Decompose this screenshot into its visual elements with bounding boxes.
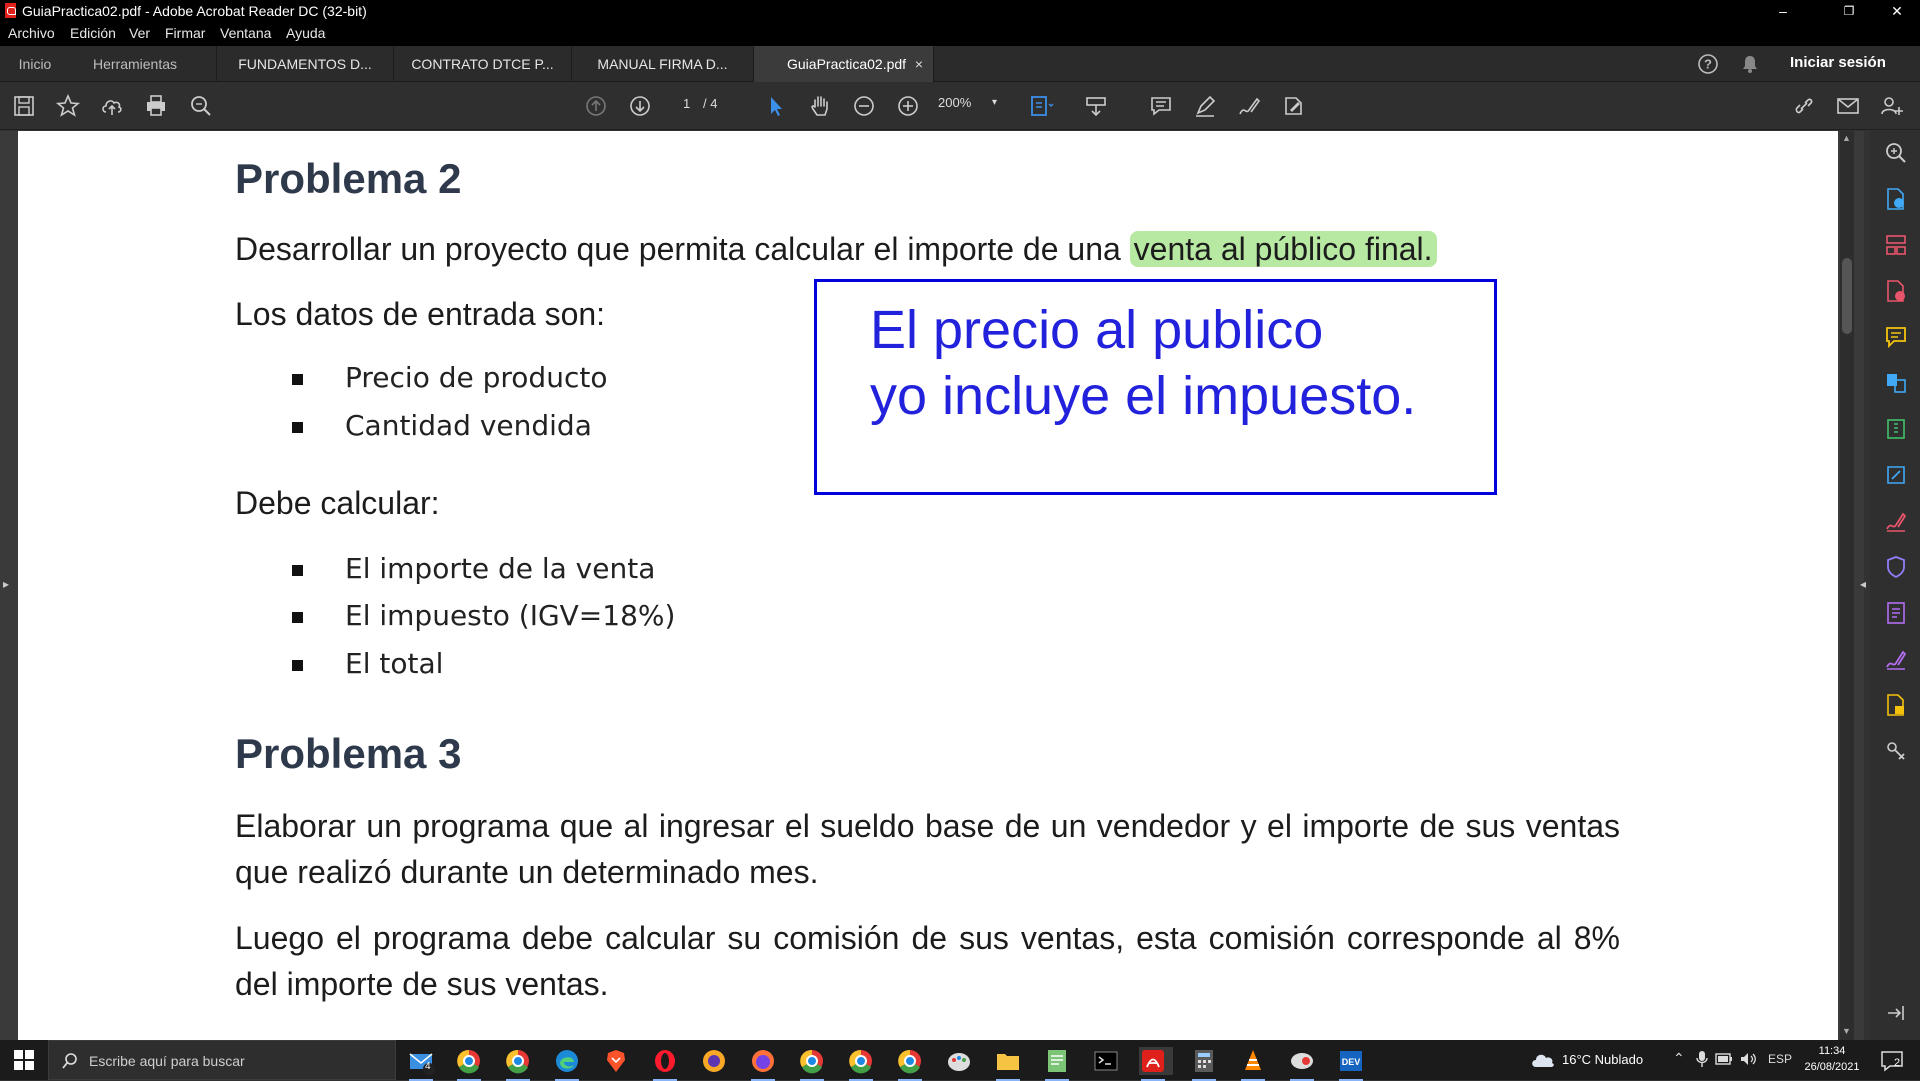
mail-app-icon[interactable] [407, 1047, 435, 1075]
tab-document-active[interactable] [754, 46, 934, 82]
select-cursor-icon[interactable] [763, 93, 789, 119]
chrome-profile-icon[interactable] [504, 1047, 532, 1075]
notepad-icon[interactable] [1043, 1047, 1071, 1075]
notification-center[interactable] [1880, 1050, 1904, 1072]
left-panel-toggle-icon[interactable]: ▸ [3, 577, 10, 591]
clock-date: 26/08/2021 [1804, 1061, 1860, 1073]
output-item: El importe de la venta [345, 552, 656, 585]
save-icon[interactable] [11, 93, 37, 119]
highlighted-text[interactable]: venta al público final. [1130, 231, 1437, 267]
problem-3-heading: Problema 3 [235, 730, 462, 777]
problem-3-paragraph-2: Luego el programa debe calcular su comisión de sus ventas, esta comisión corresponde al 8% del importe de sus ventas. [235, 920, 1620, 1002]
next-page-icon[interactable] [627, 93, 653, 119]
output-item: El impuesto (IGV=18%) [345, 599, 676, 632]
brave-icon[interactable] [602, 1047, 630, 1075]
search-placeholder: Escribe aquí para buscar [89, 1053, 245, 1069]
vertical-scrollbar[interactable] [1840, 131, 1854, 1040]
comment-tool-icon[interactable] [1884, 325, 1908, 349]
bullet-icon [292, 374, 303, 385]
bullet-icon [292, 612, 303, 623]
tab-herramientas[interactable]: Herramientas [92, 56, 178, 72]
cloud-icon [1530, 1050, 1556, 1070]
zoom-search-icon[interactable] [188, 93, 214, 119]
notification-icon [1880, 1050, 1904, 1072]
scrollbar-thumb[interactable] [1842, 258, 1852, 334]
tab-document-1[interactable]: FUNDAMENTOS D... [216, 46, 394, 82]
problem-3-paragraph-1: Elaborar un programa que al ingresar el sueldo base de un vendedor y el importe de sus ventas que realizó durante un determinado mes. [235, 808, 1620, 890]
create-pdf-icon[interactable] [1884, 279, 1908, 303]
inputs-label: Los datos de entrada son: [235, 296, 606, 332]
organize-pages-icon[interactable] [1884, 233, 1908, 257]
menu-ver[interactable]: Ver [129, 25, 151, 41]
fill-sign-tool-icon[interactable] [1884, 509, 1908, 533]
chrome-icon[interactable] [455, 1047, 483, 1075]
hand-tool-icon[interactable] [807, 93, 833, 119]
language-indicator[interactable]: ESP [1768, 1052, 1793, 1066]
tools-pane [1870, 131, 1920, 1040]
menu-ayuda[interactable]: Ayuda [286, 25, 326, 41]
tab-bar [0, 46, 1920, 82]
right-panel-toggle-icon[interactable]: ◂ [1860, 577, 1867, 591]
browser-alt-icon[interactable] [700, 1047, 728, 1075]
highlight-pen-icon[interactable] [1192, 93, 1218, 119]
acrobat-app-icon [5, 3, 16, 18]
annotation-text[interactable]: El precio al publico yo incluye el impuesto. [870, 300, 1417, 426]
problem-2-heading: Problema 2 [235, 155, 462, 202]
scroll-down-icon[interactable]: ▼ [1842, 1026, 1851, 1036]
menu-firmar[interactable]: Firmar [165, 25, 206, 41]
add-person-icon[interactable] [1879, 93, 1905, 119]
compress-pdf-icon[interactable] [1884, 417, 1908, 441]
combine-files-icon[interactable] [1884, 371, 1908, 395]
more-tools-icon[interactable] [1884, 739, 1908, 763]
send-for-signature-icon[interactable] [1884, 647, 1908, 671]
star-bookmark-icon[interactable] [55, 93, 81, 119]
file-explorer-icon[interactable] [994, 1047, 1022, 1075]
remote-app-icon[interactable] [1288, 1047, 1316, 1075]
firefox-icon[interactable] [749, 1047, 777, 1075]
export-pdf-icon[interactable] [1884, 187, 1908, 211]
input-item: Cantidad vendida [345, 409, 592, 442]
zoom-in-icon[interactable] [895, 93, 921, 119]
bullet-icon [292, 422, 303, 433]
close-window-button[interactable]: ✕ [1891, 3, 1903, 19]
title-bar [0, 0, 1920, 22]
taskbar-clock[interactable] [1797, 1043, 1867, 1075]
previous-page-icon[interactable] [583, 93, 609, 119]
tab-document-2[interactable]: CONTRATO DTCE P... [394, 46, 572, 82]
email-icon[interactable] [1835, 93, 1861, 119]
chrome-profile-2-icon[interactable] [798, 1047, 826, 1075]
tab-document-3[interactable]: MANUAL FIRMA D... [572, 46, 754, 82]
notifications-bell-icon[interactable] [1740, 54, 1760, 74]
edit-pdf-icon[interactable] [1884, 463, 1908, 487]
search-icon [61, 1052, 79, 1070]
microphone-icon[interactable] [1695, 1050, 1709, 1068]
windows-start-icon[interactable] [14, 1050, 34, 1070]
edge-icon[interactable] [553, 1047, 581, 1075]
acrobat-taskbar-icon[interactable] [1139, 1047, 1173, 1075]
fill-sign-icon[interactable] [1280, 93, 1306, 119]
battery-icon[interactable] [1715, 1052, 1733, 1066]
taskbar-search-box[interactable] [48, 1040, 396, 1080]
collapse-pane-icon[interactable] [1884, 1001, 1908, 1025]
help-icon[interactable] [1697, 53, 1719, 75]
print-icon[interactable] [143, 93, 169, 119]
zoom-out-icon[interactable] [851, 93, 877, 119]
scroll-mode-icon[interactable] [1083, 93, 1109, 119]
sign-in-button[interactable]: Iniciar sesión [1790, 54, 1886, 71]
windows-taskbar [0, 1040, 1920, 1080]
bullet-icon [292, 660, 303, 671]
total-pages: / 4 [703, 96, 718, 111]
pdf-page [18, 131, 1838, 1040]
intro-text: Desarrollar un proyecto que permita calcular el importe de una [235, 231, 1130, 267]
terminal-icon[interactable] [1092, 1047, 1120, 1075]
window-title: GuiaPractica02.pdf - Adobe Acrobat Reader DC (32-bit) [22, 3, 367, 19]
zoom-level[interactable]: 200% [938, 95, 972, 110]
sign-pen-icon[interactable] [1236, 93, 1262, 119]
output-item: El total [345, 647, 444, 680]
active-tab-label: GuiaPractica02.pdf [787, 56, 907, 72]
mail-badge: 4 [425, 1061, 431, 1072]
menu-edicion[interactable]: Edición [70, 25, 116, 41]
menu-archivo[interactable]: Archivo [8, 25, 55, 41]
page-number-field[interactable] [673, 91, 733, 117]
send-for-review-icon[interactable] [1884, 693, 1908, 717]
protect-shield-icon[interactable] [1884, 555, 1908, 579]
bullet-icon [292, 565, 303, 576]
problem-2-intro [235, 231, 1437, 268]
input-item: Precio de producto [345, 361, 608, 394]
outputs-label: Debe calcular: [235, 485, 440, 521]
svg-text:?: ? [1704, 56, 1712, 72]
chrome-profile-4-icon[interactable] [896, 1047, 924, 1075]
fit-page-icon[interactable] [1028, 93, 1054, 119]
cloud-upload-icon[interactable] [99, 93, 125, 119]
scroll-up-icon[interactable]: ▲ [1842, 133, 1851, 143]
vlc-icon[interactable] [1239, 1047, 1267, 1075]
clock-time: 11:34 [1818, 1045, 1846, 1057]
restore-button[interactable]: ❐ [1843, 4, 1855, 18]
minimize-button[interactable]: – [1779, 3, 1787, 19]
forms-icon[interactable] [1884, 601, 1908, 625]
menu-bar [0, 22, 1920, 46]
opera-icon[interactable] [651, 1047, 679, 1075]
tab-inicio[interactable]: Inicio [18, 56, 52, 72]
current-page[interactable]: 1 [683, 96, 691, 111]
zoom-dropdown-icon[interactable]: ▾ [992, 97, 998, 108]
notification-count: 2 [1894, 1057, 1901, 1069]
menu-ventana[interactable]: Ventana [220, 25, 272, 41]
calculator-icon[interactable] [1190, 1047, 1218, 1075]
chevron-up-icon[interactable]: ⌃ [1673, 1050, 1685, 1066]
chrome-profile-3-icon[interactable] [847, 1047, 875, 1075]
close-tab-button[interactable]: × [914, 56, 923, 72]
svg-text:DEV: DEV [1341, 1057, 1361, 1067]
zoom-tool-icon[interactable] [1884, 141, 1908, 165]
paint-icon[interactable] [945, 1047, 973, 1075]
weather-text: 16°C Nublado [1562, 1052, 1644, 1067]
volume-icon[interactable] [1739, 1051, 1757, 1067]
share-link-icon[interactable] [1791, 93, 1817, 119]
comment-icon[interactable] [1148, 93, 1174, 119]
dev-app-icon[interactable] [1337, 1047, 1365, 1075]
